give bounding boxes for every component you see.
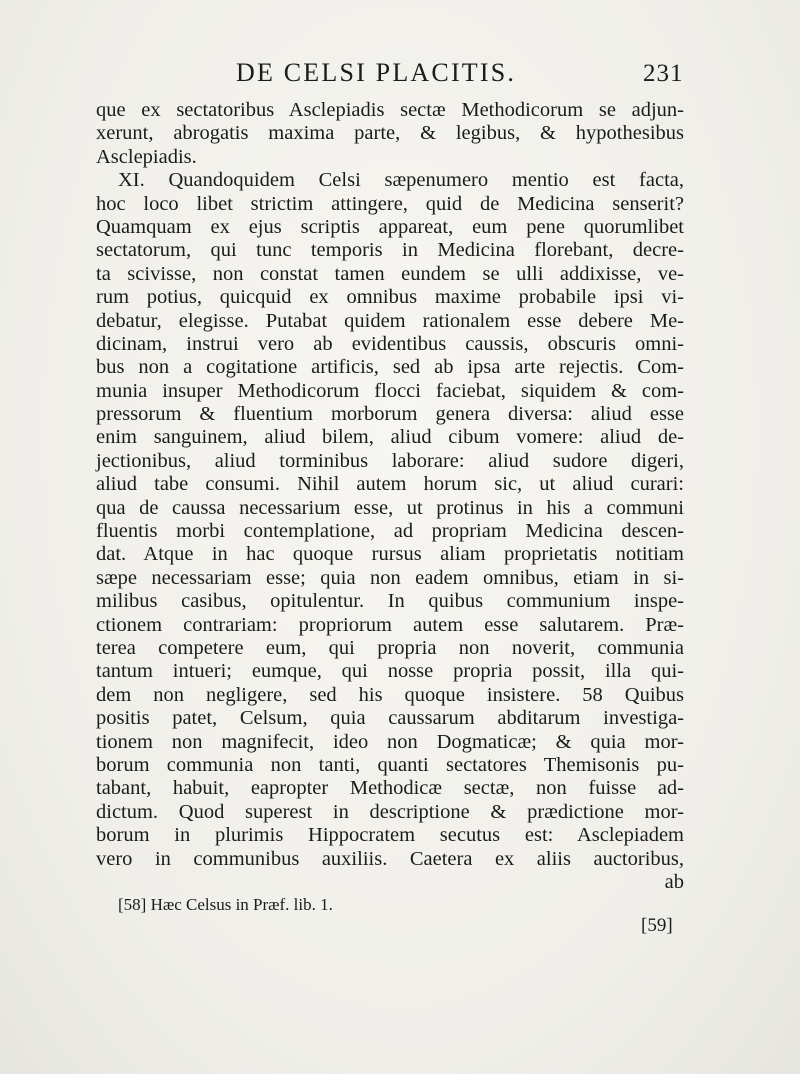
text-line: tabant, habuit, eapropter Methodicæ sectæ, non fuisse ad- <box>96 777 684 800</box>
text-line: fluentis morbi contemplatione, ad propriam Medicina descen- <box>96 520 684 543</box>
running-title: DE CELSI PLACITIS. <box>236 58 517 87</box>
text-line: aliud tabe consumi. Nihil autem horum sic, ut aliud curari: <box>96 473 684 496</box>
text-line: xerunt, abrogatis maxima parte, & legibus, & hypothesibus <box>96 122 684 145</box>
text-line: terea competere eum, qui propria non noverit, communia <box>96 636 684 659</box>
text-line: ctionem contrariam: propriorum autem esse salutarem. Præ- <box>96 613 684 636</box>
text-line: dat. Atque in hac quoque rursus aliam proprietatis notitiam <box>96 543 684 566</box>
page-number: 231 <box>643 60 684 87</box>
text-line: munia insuper Methodicorum flocci faciebat, siquidem & com- <box>96 379 684 402</box>
text-line: bus non a cogitatione artificis, sed ab ipsa arte rejectis. Com- <box>96 356 684 379</box>
text-line: enim sanguinem, aliud bilem, aliud cibum vomere: aliud de- <box>96 426 684 449</box>
text-line: sæpe necessariam esse; quia non eadem omnibus, etiam in si- <box>96 566 684 589</box>
text-line: pressorum & fluentium morborum genera diversa: aliud esse <box>96 403 684 426</box>
text-line: hoc loco libet strictim attingere, quid de Medicina senserit? <box>96 192 684 215</box>
text-line: sectatorum, qui tunc temporis in Medicina florebant, decre- <box>96 239 684 262</box>
text-line: qua de caussa necessarium esse, ut protinus in his a communi <box>96 496 684 519</box>
body-text <box>96 99 684 894</box>
text-line: Asclepiadis. <box>96 145 197 168</box>
text-line: Quamquam ex ejus scriptis appareat, eum pene quorumlibet <box>96 215 684 238</box>
text-line: XI. Quandoquidem Celsi sæpenumero mentio est facta, <box>118 169 684 192</box>
text-line: rum potius, quicquid ex omnibus maxime probabile ipsi vi- <box>96 286 684 309</box>
signature-mark: [59] <box>641 915 673 936</box>
text-line: que ex sectatoribus Asclepiadis sectæ Methodicorum se adjun- <box>96 99 684 121</box>
text-line: borum communia non tanti, quanti sectatores Themisonis pu- <box>96 753 684 776</box>
text-line: vero in communibus auxiliis. Caetera ex aliis auctoribus, <box>96 847 684 870</box>
text-line: dictum. Quod superest in descriptione & prædictione mor- <box>96 800 684 823</box>
text-line: milibus casibus, opitulentur. In quibus communium inspe- <box>96 590 684 613</box>
text-line: borum in plurimis Hippocratem secutus est: Asclepiadem <box>96 824 684 847</box>
text-line: debatur, elegisse. Putabat quidem rationalem esse debere Me- <box>96 309 684 332</box>
catchword: ab <box>664 870 684 893</box>
footnote: [58] Hæc Celsus in Præf. lib. 1. <box>118 895 333 914</box>
text-line: tantum intueri; eumque, qui nosse propria possit, illa qui- <box>96 660 684 683</box>
text-line: dem non negligere, sed his quoque insistere. 58 Quibus <box>96 683 684 706</box>
text-line: positis patet, Celsum, quia caussarum abditarum investiga- <box>96 707 684 730</box>
text-line: jectionibus, aliud torminibus laborare: aliud sudore digeri, <box>96 449 684 472</box>
text-line: ta scivisse, non constat tamen eundem se ulli addixisse, ve- <box>96 262 684 285</box>
text-line: dicinam, instrui vero ab evidentibus caussis, obscuris omni- <box>96 332 684 355</box>
text-line: tionem non magnifecit, ideo non Dogmaticæ; & quia mor- <box>96 730 684 753</box>
